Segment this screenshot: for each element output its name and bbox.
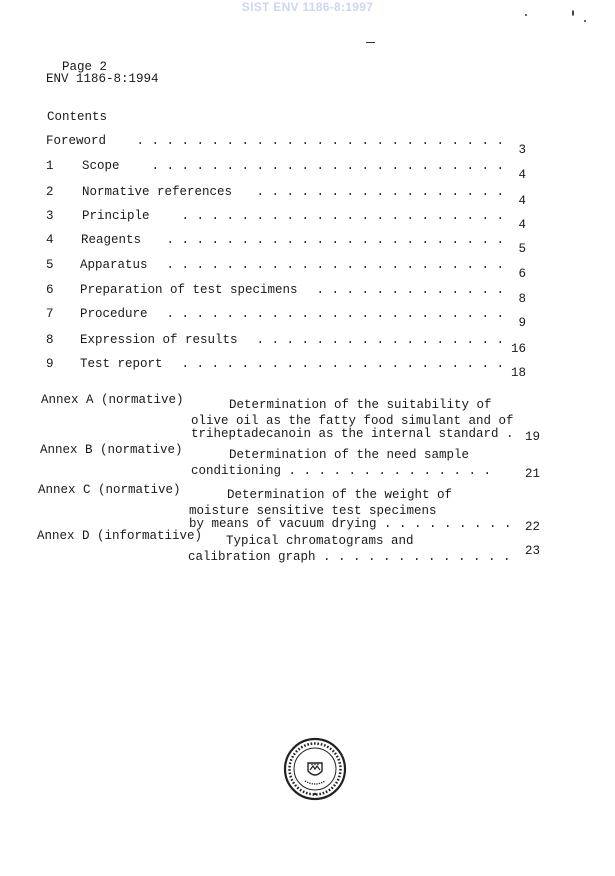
speck <box>584 20 586 22</box>
toc-entry-page: 4 <box>518 168 526 182</box>
toc-entry <box>46 185 526 208</box>
leader-dots: . . . . . . . . . . . . . . . . . . . . . . <box>181 357 504 371</box>
toc-entry-number: 3 <box>46 209 54 223</box>
toc-entry-number: 4 <box>46 233 54 247</box>
speck <box>525 14 527 16</box>
annex-title-line: Determination of the weight of <box>227 488 453 502</box>
toc-entry-page: 4 <box>518 194 526 208</box>
toc-entry <box>46 134 526 157</box>
toc-entry <box>46 357 526 380</box>
toc-entry-title: Foreword <box>46 134 107 148</box>
watermark: SIST ENV 1186-8:1997 <box>241 0 374 14</box>
toc-entry <box>46 283 526 306</box>
annex-title-line: by means of vacuum drying . . . . . . . . . <box>189 517 512 531</box>
annex-title-line: olive oil as the fatty food simulant and of <box>191 413 514 428</box>
toc-entry-number: 8 <box>46 333 54 347</box>
toc-entry-page: 9 <box>518 316 526 330</box>
leader-dots: . . . . . . . . . . . . . . . . . . . . . . <box>181 209 504 223</box>
toc-entry-title: Procedure <box>80 307 148 321</box>
toc-entry-title: Principle <box>82 209 150 223</box>
speck <box>572 10 574 16</box>
toc-entry <box>46 233 526 256</box>
annex-label: Annex D (informatiive) <box>37 529 203 543</box>
toc-entry <box>46 307 526 330</box>
annex-label: Annex C (normative) <box>38 483 181 497</box>
leader-dots: . . . . . . . . . . . . . <box>316 283 504 297</box>
toc-entry-number: 5 <box>46 258 54 272</box>
toc-entry-title: Normative references <box>82 185 233 199</box>
toc-entry <box>46 333 526 356</box>
toc-entry-title: Apparatus <box>80 258 148 272</box>
toc-entry <box>46 159 526 182</box>
annex-title-line: Determination of the suitability of <box>229 398 492 412</box>
annex-title-line: conditioning . . . . . . . . . . . . . . <box>191 463 492 478</box>
leader-dots: . . . . . . . . . . . . . . . . . . . . . . . <box>166 258 504 272</box>
toc-entry <box>46 209 526 232</box>
toc-entry-title: Scope <box>82 159 120 173</box>
toc-entry-title: Test report <box>80 357 163 371</box>
page-number: Page 2 <box>62 60 108 74</box>
annex-page: 19 <box>525 430 541 444</box>
leader-dots: . . . . . . . . . . . . . . . . . . . . . . . . . <box>136 134 504 148</box>
annex-title-line: moisture sensitive test specimens <box>189 503 437 518</box>
annex-title-line: Determination of the need sample <box>229 448 470 462</box>
toc-entry-number: 2 <box>46 185 54 199</box>
leader-dots: . . . . . . . . . . . . . . . . . . . . . . . <box>166 307 504 321</box>
speck <box>366 42 375 43</box>
toc-entry-page: 18 <box>510 366 526 380</box>
leader-dots: . . . . . . . . . . . . . . . . . . . . . . . . <box>151 159 504 173</box>
toc-entry-number: 9 <box>46 357 54 371</box>
annex-label: Annex B (normative) <box>40 443 183 457</box>
contents-heading: Contents <box>47 110 108 124</box>
toc-entry <box>46 258 526 281</box>
standard-reference: ENV 1186-8:1994 <box>46 72 159 86</box>
annex-title-line: Typical chromatograms and <box>226 534 414 548</box>
annex-page: 21 <box>525 466 541 481</box>
toc-entry-number: 7 <box>46 307 54 321</box>
toc-entry-page: 3 <box>518 143 526 157</box>
toc-entry-page: 8 <box>518 292 526 306</box>
annex-label: Annex A (normative) <box>41 393 184 407</box>
annex-title-line: calibration graph . . . . . . . . . . . . . <box>188 549 511 564</box>
leader-dots: . . . . . . . . . . . . . . . . . <box>256 333 504 347</box>
toc-entry-number: 6 <box>46 283 54 297</box>
leader-dots: . . . . . . . . . . . . . . . . . <box>256 185 504 199</box>
annex-page: 22 <box>525 520 541 534</box>
toc-entry-page: 16 <box>510 342 526 356</box>
toc-entry-title: Reagents <box>81 233 142 247</box>
official-seal <box>283 737 347 801</box>
toc-entry-title: Preparation of test specimens <box>80 283 298 297</box>
annex-title-line: triheptadecanoin as the internal standard . <box>191 427 514 441</box>
leader-dots: . . . . . . . . . . . . . . . . . . . . . . . <box>166 233 504 247</box>
toc-entry-page: 5 <box>518 242 526 256</box>
toc-entry-page: 4 <box>518 218 526 232</box>
toc-entry-page: 6 <box>518 267 526 281</box>
toc-entry-number: 1 <box>46 159 54 173</box>
annex-page: 23 <box>525 544 541 558</box>
toc-entry-title: Expression of results <box>80 333 238 347</box>
